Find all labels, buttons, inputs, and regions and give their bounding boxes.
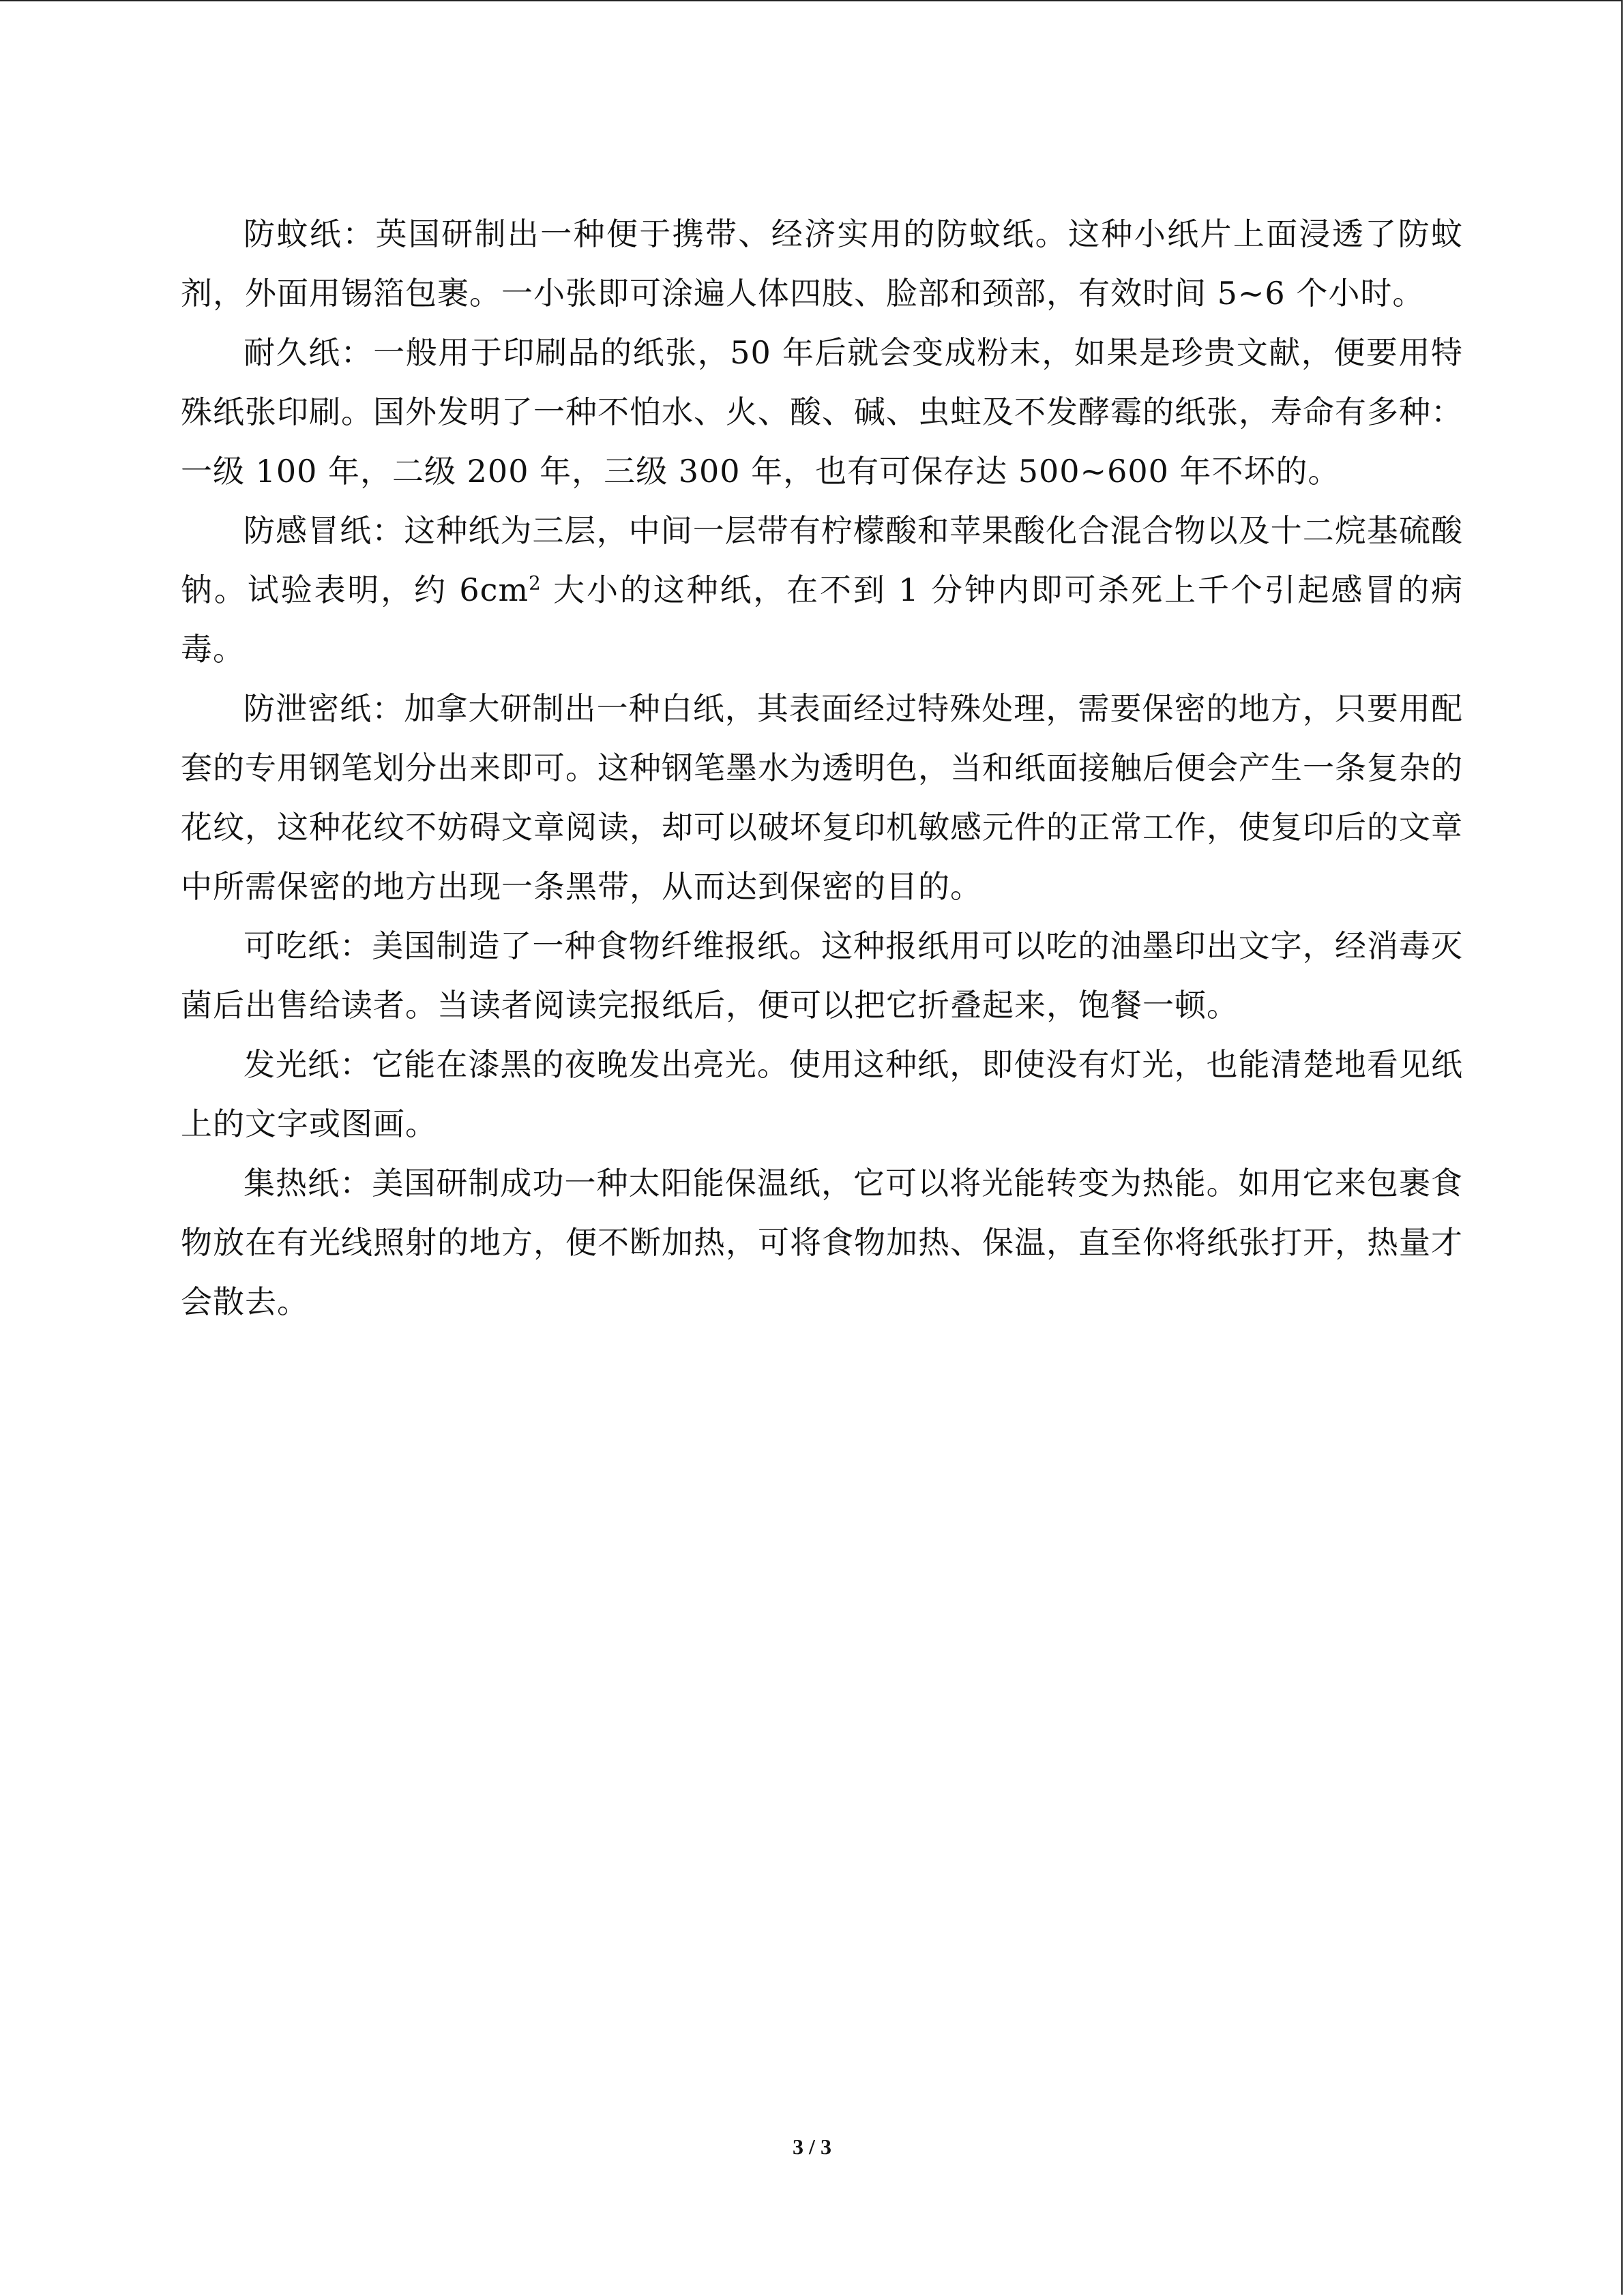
paragraph-edible-paper: 可吃纸：美国制造了一种食物纤维报纸。这种报纸用可以吃的油墨印出文字，经消毒灭菌后出售给读者。当读者阅读完报纸后，便可以把它折叠起来，饱餐一顿。 <box>181 927 1463 1024</box>
document-body <box>181 205 1463 1332</box>
paragraph-anti-cold-paper-text-after: 大小的这种纸，在不到 1 分钟内即可杀死上千个引起感冒的病毒。 <box>181 571 1463 668</box>
paragraph-luminous-paper: 发光纸：它能在漆黑的夜晚发出亮光。使用这种纸，即使没有灯光，也能清楚地看见纸上的文字或图画。 <box>181 1046 1463 1142</box>
page-number: 3 / 3 <box>793 2134 831 2159</box>
paragraph-anti-leak-paper: 防泄密纸：加拿大研制出一种白纸，其表面经过特殊处理，需要保密的地方，只要用配套的专用钢笔划分出来即可。这种钢笔墨水为透明色，当和纸面接触后便会产生一条复杂的花纹，这种花纹不妨碍文章阅读，却可以破坏复印机敏感元件的正常工作，使复印后的文章中所需保密的地方出现一条黑带，从而达到保密的目的。 <box>181 690 1463 905</box>
paragraph-heat-collecting-paper: 集热纸：美国研制成功一种太阳能保温纸，它可以将光能转变为热能。如用它来包裹食物放在有光线照射的地方，便不断加热，可将食物加热、保温，直至你将纸张打开，热量才会散去。 <box>181 1165 1463 1320</box>
superscript-square: 2 <box>529 571 542 595</box>
paragraph-anti-mosquito-paper: 防蚊纸：英国研制出一种便于携带、经济实用的防蚊纸。这种小纸片上面浸透了防蚊剂，外面用锡箔包裹。一小张即可涂遍人体四肢、脸部和颈部，有效时间 5~6 个小时。 <box>181 215 1463 312</box>
paragraph-anti-cold-paper <box>181 501 1463 679</box>
paragraph-anti-cold-paper-text-before: 防感冒纸：这种纸为三层，中间一层带有柠檬酸和苹果酸化合混合物以及十二烷基硫酸钠。试验表明，约 6cm <box>181 512 1463 608</box>
paragraph-durable-paper: 耐久纸：一般用于印刷品的纸张，50 年后就会变成粉末，如果是珍贵文献，便要用特殊纸张印刷。国外发明了一种不怕水、火、酸、碱、虫蛀及不发酵霉的纸张，寿命有多种：一级 100 年，二级 200 年，三级 300 年，也有可保存达 500~600 年不坏的。 <box>181 334 1463 490</box>
